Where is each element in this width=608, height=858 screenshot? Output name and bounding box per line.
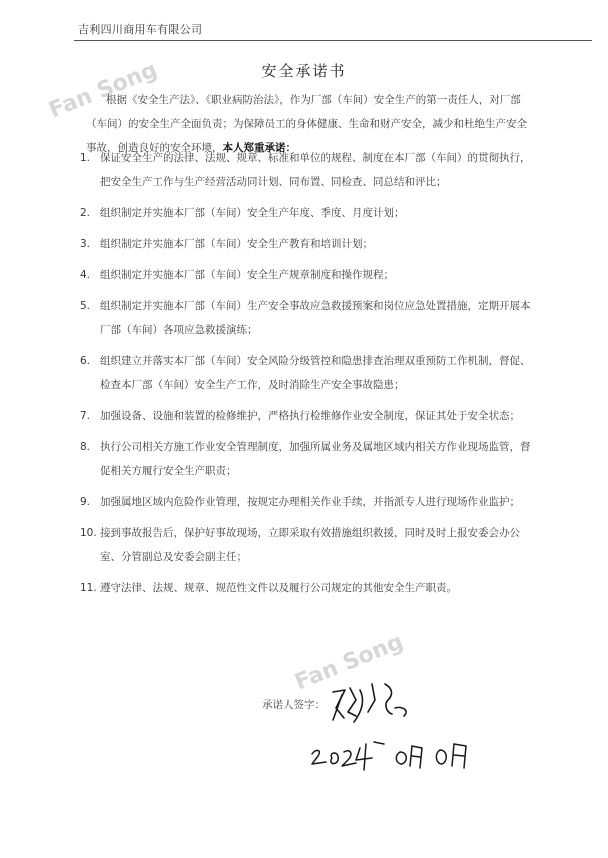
item-number: 4. [80,269,91,281]
document-title: 安全承诺书 [261,62,347,80]
item-text: 组织建立并落实本厂部（车间）安全风险分级管控和隐患排查治理双重预防工作机制，督促、检查本厂部（车间）安全生产工作，及时消除生产安全事故隐患； [100,355,531,391]
item-text: 组织制定并实施本厂部（车间）安全生产教育和培训计划； [100,238,373,250]
item-number: 3. [80,238,91,250]
item-number: 6. [80,355,91,367]
intro-emphasis: 本人郑重承诺： [222,142,296,154]
watermark: Fan Song [45,57,161,124]
item-number: 11. [80,582,97,594]
watermark: Fan Song [291,629,407,696]
item-text: 加强属地区域内危险作业管理，按规定办理相关作业手续，并指派专人进行现场作业监护； [100,496,520,508]
item-number: 10. [80,527,97,539]
date-scribble [312,742,466,770]
item-number: 2. [80,207,91,219]
item-text: 遵守法律、法规、规章、规范性文件以及履行公司规定的其他安全生产职责。 [100,582,457,594]
item-number: 7. [80,410,91,422]
item-text: 组织制定并实施本厂部（车间）安全生产规章制度和操作规程； [100,269,394,281]
item-number: 8. [80,441,91,453]
item-text: 接到事故报告后，保护好事故现场，立即采取有效措施组织救援，同时及时上报安委会办公室、分管副总及安委会副主任； [100,527,520,563]
signature-label: 承诺人签字： [262,699,325,711]
intro-text: 根据《安全生产法》、《职业病防治法》，作为厂部（车间）安全生产的第一责任人，对厂部（车间）的安全生产全面负责；为保障员工的身体健康、生命和财产安全，减少和杜绝生产安全事故，创造良好的安全环境， [86,94,527,154]
item-text: 保证安全生产的法律、法规、规章、标准和单位的规程、制度在本厂部（车间）的贯彻执行，把安全生产工作与生产经营活动同计划、同布置、同检查、同总结和评比； [100,152,531,188]
signature-scribble [333,684,406,722]
item-text: 加强设备、设施和装置的检修维护，严格执行检维修作业安全制度，保证其处于安全状态； [100,410,520,422]
item-text: 组织制定并实施本厂部（车间）安全生产年度、季度、月度计划； [100,207,405,219]
item-number: 9. [80,496,91,508]
item-text: 执行公司相关方施工作业安全管理制度，加强所属业务及属地区域内相关方作业现场监管，督促相关方履行安全生产职责； [100,441,531,477]
company-header: 吉利四川商用车有限公司 [78,23,203,36]
item-number: 1. [80,152,91,164]
item-text: 组织制定并实施本厂部（车间）生产安全事故应急救援预案和岗位应急处置措施，定期开展本厂部（车间）各项应急救援演练； [100,300,531,336]
item-number: 5. [80,300,91,312]
